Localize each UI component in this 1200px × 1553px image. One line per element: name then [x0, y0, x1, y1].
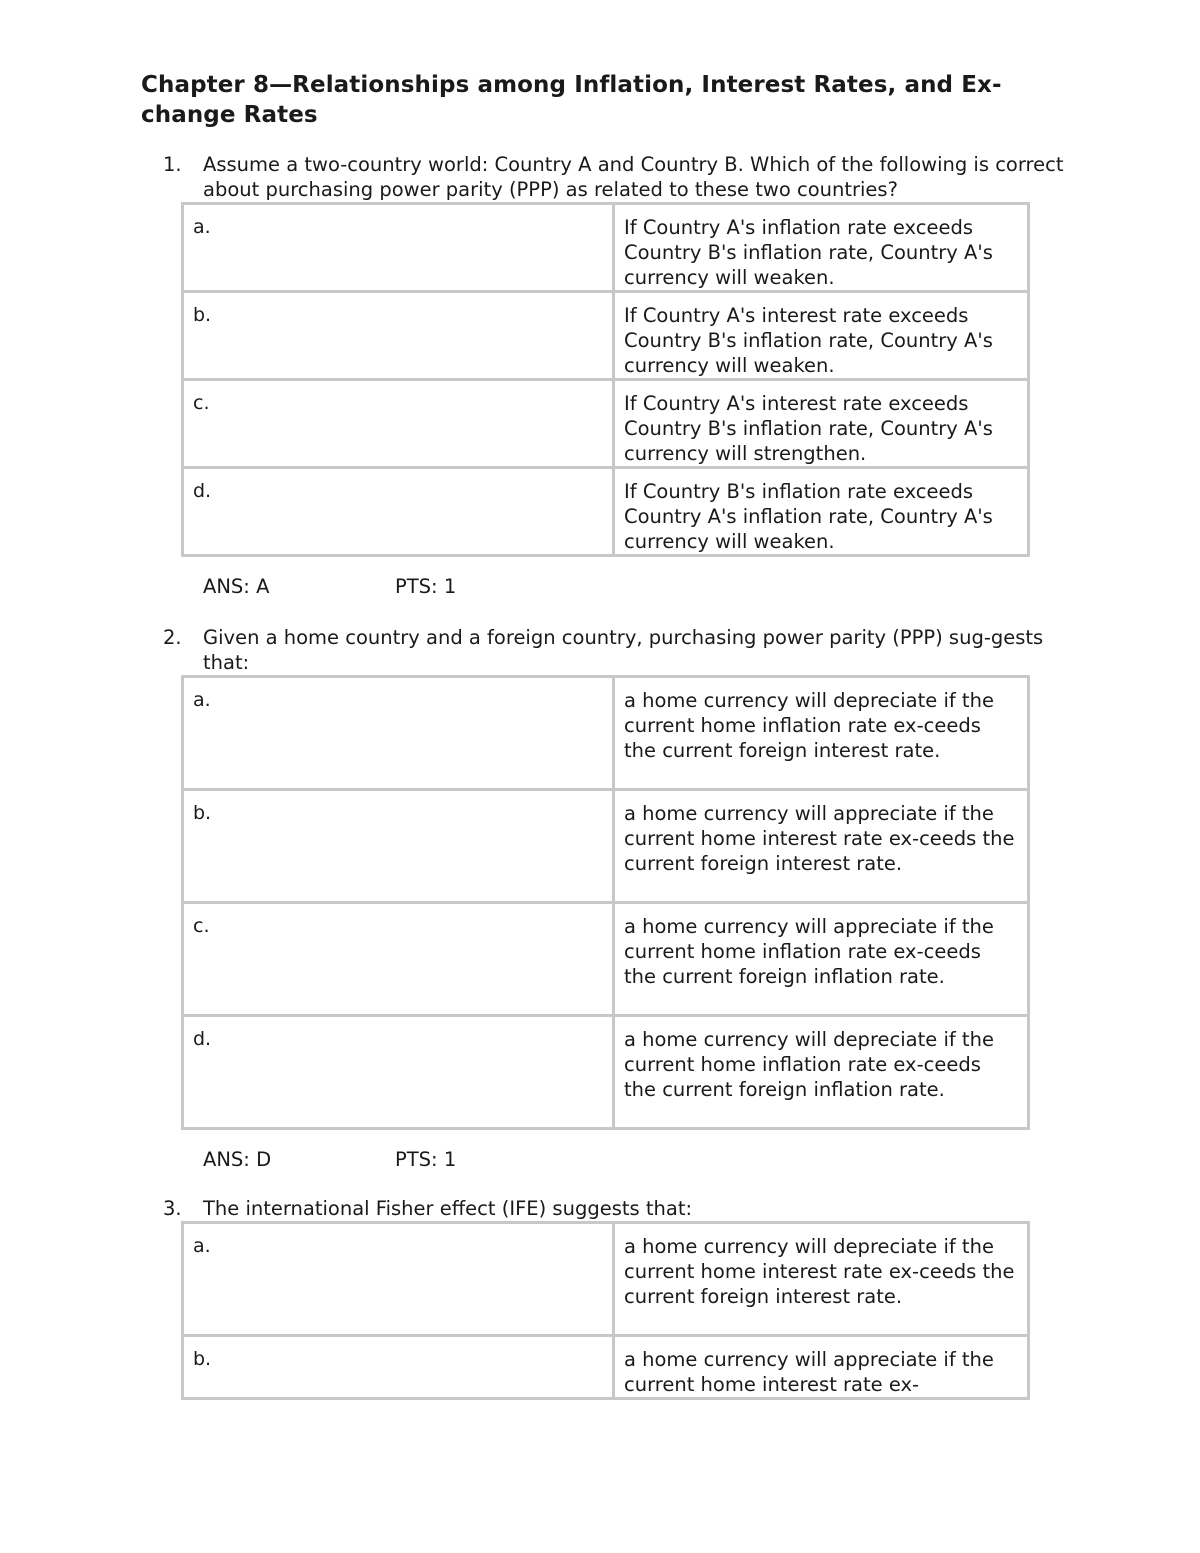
document-page: [141, 70, 1091, 1400]
question-text: The international Fisher effect (IFE) suggests that:: [203, 1197, 693, 1220]
option-text: If Country A's interest rate exceeds Country B's inflation rate, Country A's currency will strengthen.: [614, 380, 1029, 468]
option-letter: c.: [183, 380, 614, 468]
points-value: PTS: 1: [395, 1148, 457, 1171]
option-text: a home currency will appreciate if the current home inflation rate ex-ceeds the current foreign inflation rate.: [614, 903, 1029, 1016]
options-table: [181, 675, 1030, 1130]
question-3: [141, 1196, 1091, 1400]
option-text: a home currency will appreciate if the current home interest rate ex-ceeds the current foreign interest rate.: [614, 790, 1029, 903]
option-letter: c.: [183, 903, 614, 1016]
option-text: a home currency will depreciate if the current home inflation rate ex-ceeds the current foreign inflation rate.: [614, 1016, 1029, 1129]
options-table: [181, 202, 1030, 557]
points-value: PTS: 1: [395, 575, 457, 598]
option-text: If Country A's inflation rate exceeds Country B's inflation rate, Country A's currency will weaken.: [614, 204, 1029, 292]
question-number: 2.: [163, 626, 182, 649]
answer-key: ANS: A: [203, 575, 270, 598]
option-row: [183, 790, 1029, 903]
answer-key: ANS: D: [203, 1148, 272, 1171]
option-row: [183, 204, 1029, 292]
options-table: [181, 1221, 1030, 1400]
option-text: a home currency will depreciate if the current home inflation rate ex-ceeds the current foreign interest rate.: [614, 677, 1029, 790]
question-2: [141, 625, 1091, 1172]
option-text: If Country B's inflation rate exceeds Country A's inflation rate, Country A's currency will weaken.: [614, 468, 1029, 556]
question-number: 3.: [163, 1197, 182, 1220]
question-stem: [141, 625, 1091, 675]
option-letter: d.: [183, 468, 614, 556]
option-letter: b.: [183, 790, 614, 903]
question-text: Given a home country and a foreign country, purchasing power parity (PPP) sug-gests that:: [203, 626, 1044, 674]
option-letter: a.: [183, 1223, 614, 1336]
question-text: Assume a two-country world: Country A and Country B. Which of the following is correct about purchasing power parity (PPP) as related to these two countries?: [203, 153, 1064, 201]
option-row: [183, 468, 1029, 556]
option-text: a home currency will appreciate if the current home interest rate ex-: [614, 1336, 1029, 1399]
answer-row: [141, 1147, 1091, 1172]
option-row: [183, 1223, 1029, 1336]
option-letter: d.: [183, 1016, 614, 1129]
option-row: [183, 677, 1029, 790]
option-letter: b.: [183, 292, 614, 380]
option-letter: a.: [183, 677, 614, 790]
question-stem: [141, 1196, 1091, 1221]
option-letter: b.: [183, 1336, 614, 1399]
chapter-title: Chapter 8—Relationships among Inflation, Interest Rates, and Ex-change Rates: [141, 72, 1002, 128]
option-text: a home currency will depreciate if the current home interest rate ex-ceeds the current foreign interest rate.: [614, 1223, 1029, 1336]
option-letter: a.: [183, 204, 614, 292]
question-1: [141, 152, 1091, 599]
question-number: 1.: [163, 153, 182, 176]
option-row: [183, 1336, 1029, 1399]
answer-row: [141, 574, 1091, 599]
option-row: [183, 292, 1029, 380]
option-row: [183, 380, 1029, 468]
option-row: [183, 903, 1029, 1016]
option-row: [183, 1016, 1029, 1129]
question-stem: [141, 152, 1091, 202]
option-text: If Country A's interest rate exceeds Country B's inflation rate, Country A's currency will weaken.: [614, 292, 1029, 380]
